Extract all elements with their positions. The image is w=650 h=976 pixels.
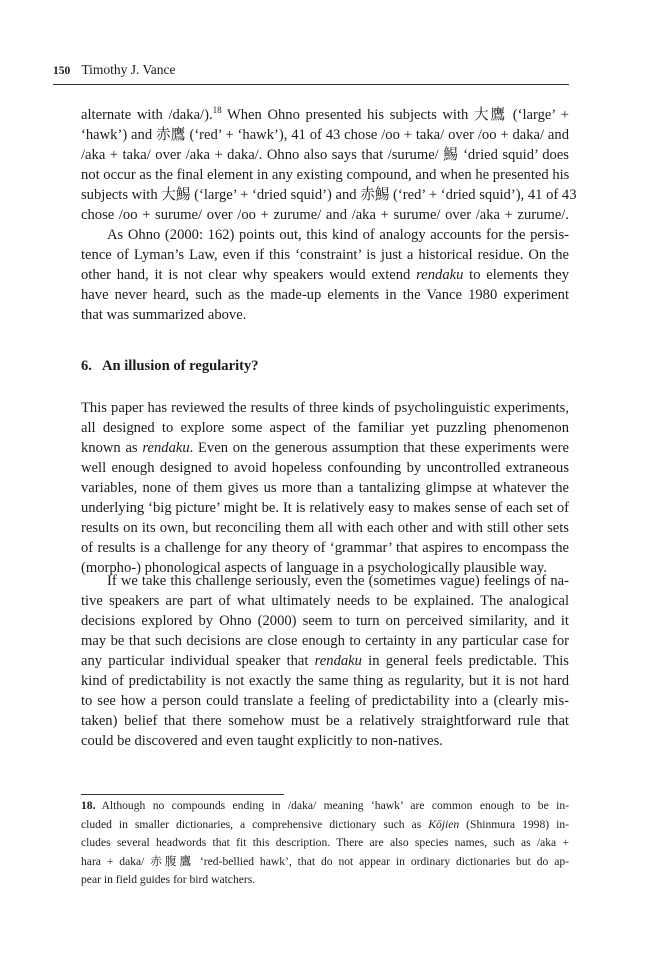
text-line: chose /oo + surume/ over /oo + zurume/ and /aka + surume/ over /aka + zurume/. [81, 207, 569, 223]
page-number: 150 [53, 65, 71, 77]
footnote-ref-18[interactable]: 18 [212, 105, 222, 115]
text-line: taken) belief that there somehow must be a relatively straightforward rule that [81, 713, 569, 729]
text-line: to see how a person could translate a feeling of predictability into a (clearly mis- [81, 693, 569, 709]
text-line: not occur as the final element in any existing compound, and when he presented his [81, 167, 570, 183]
paragraph-2 [81, 225, 569, 325]
text-line: variables, none of them gives us more than a tantalizing glimpse at whatever the [81, 480, 569, 496]
text-line: may be that such decisions are close enough to certainty in any particular case for [81, 633, 569, 649]
footnote-line: cluded in smaller dictionaries, a comprehensive dictionary such as Kōjien (Shinmura 1998) in- [81, 817, 569, 831]
paragraph-3 [81, 398, 569, 578]
text-line: As Ohno (2000: 162) points out, this kind of analogy accounts for the persis- [107, 227, 569, 243]
text-line: well enough designed to avoid hopeless confounding by uncontrolled extraneous [81, 460, 569, 476]
section-title: An illusion of regularity? [101, 358, 259, 374]
text-line: decisions explored by Ohno (2000) seem to turn on perceived similarity, and it [81, 613, 569, 629]
paragraph-4 [81, 571, 569, 751]
text-line: (morpho-) phonological aspects of language in a psychologically plausible way. [81, 560, 547, 576]
footnote-line: 18. Although no compounds ending in /daka/ meaning ‘hawk’ are common enough to be in- [81, 799, 569, 812]
text-line: /aka + taka/ over /aka + daka/. Ohno also says that /surume/ 鯣 ‘dried squid’ does [81, 147, 569, 163]
footnote-number: 18. [81, 799, 96, 812]
text-line: all designed to explore some aspect of the familiar yet puzzling phenomenon [81, 420, 569, 436]
footnote-18 [81, 797, 569, 890]
paragraph-1 [81, 105, 577, 225]
footnote-rule [81, 794, 284, 795]
footnote-line: pear in field guides for bird watchers. [81, 873, 256, 887]
text-line: This paper has reviewed the results of three kinds of psycholinguistic experiments, [81, 400, 569, 416]
text-line: have never heard, such as the made-up elements in the Vance 1980 experiment [81, 287, 569, 303]
running-header [53, 62, 569, 78]
section-heading [81, 358, 269, 375]
text-line: kind of predictability is not exactly the same thing as regularity, but it is not hard [81, 673, 569, 689]
text-line: tence of Lyman’s Law, even if this ‘constraint’ is just a historical residue. On the [81, 247, 569, 263]
text-line: underlying ‘big picture’ might be. It is relatively easy to makes sense of each set of [81, 500, 569, 516]
text-line: could be discovered and even taught explicitly to non-natives. [81, 733, 443, 749]
text-line: ‘hawk’) and 赤鷹 (‘red’ + ‘hawk’), 41 of 43 chose /oo + taka/ over /oo + daka/ and [81, 127, 569, 143]
footnote-line: hara + daka/ 赤腹鷹 ‘red-bellied hawk’, that do not appear in ordinary dictionaries but do ap- [81, 854, 569, 868]
header-rule [53, 84, 569, 85]
text-line: other hand, it is not clear why speakers would extend rendaku to elements they [81, 267, 569, 283]
text-line: any particular individual speaker that rendaku in general feels predictable. This [81, 653, 569, 669]
text-line: tive speakers are part of what ultimately needs to be explained. The analogical [81, 593, 569, 609]
footnote-line: cludes several headwords that fit this description. There are also species names, such as /aka + [81, 836, 569, 850]
section-number: 6. [81, 358, 92, 374]
text-line: alternate with /daka/).$^{18}$ When Ohno presented his subjects with 大鷹 (‘large’ + [81, 105, 569, 123]
text-line: subjects with 大鯣 (‘large’ + ‘dried squid’) and 赤鯣 (‘red’ + ‘dried squid’), 41 of 43 [81, 187, 577, 203]
running-author: Timothy J. Vance [81, 62, 176, 77]
text-line: If we take this challenge seriously, even the (sometimes vague) feelings of na- [107, 573, 569, 589]
text-line: that was summarized above. [81, 307, 247, 323]
text-line: known as rendaku. Even on the generous assumption that these experiments were [81, 440, 569, 456]
text-line: of results is a challenge for any theory of ‘grammar’ that aspires to encompass the [81, 540, 569, 556]
text-line: results on its own, but reconciling them all with each other and with still other sets [81, 520, 569, 536]
